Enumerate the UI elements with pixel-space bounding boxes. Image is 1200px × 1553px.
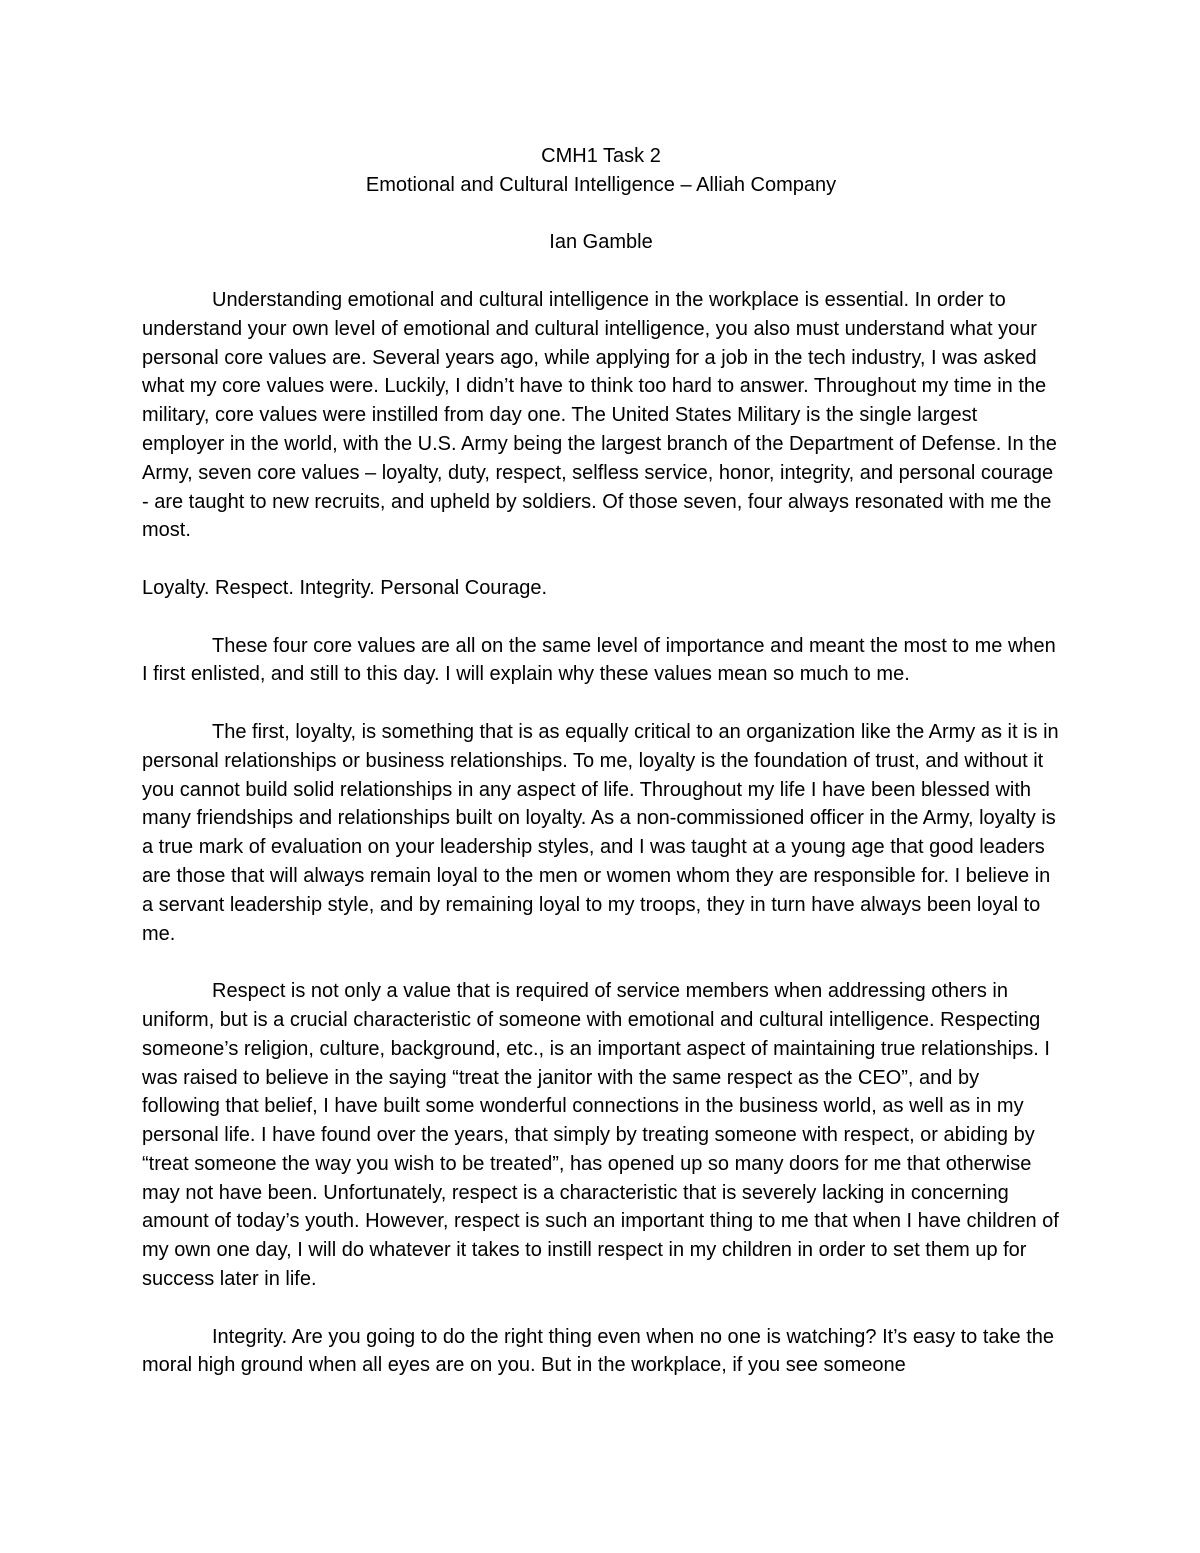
author-name: Ian Gamble [549, 231, 653, 254]
document-body [142, 142, 1060, 1380]
paragraph-respect: Respect is not only a value that is required of service members when addressing others in uniform, but is a crucial characteristic of someone with emotional and cultural intelligence. Respecting someone’s religion, culture, background, etc., is an important aspect of maintaining true relationships. I was raised to believe in the saying “treat the janitor with the same respect as the CEO”, and by following that belief, I have built some wonderful connections in the business world, as well as in my personal life. I have found over the years, that simply by treating someone with respect, or abiding by “treat someone the way you wish to be treated”, has opened up so many doors for me that otherwise may not have been. Unfortunately, respect is a characteristic that is severely lacking in concerning amount of today’s youth. However, respect is such an important thing to me that when I have children of my own one day, I will do whatever it takes to instill respect in my children in order to set them up for success later in life. [142, 980, 1059, 1291]
paragraph-importance: These four core values are all on the same level of importance and meant the most to me when I first enlisted, and still to this day. I will explain why these values mean so much to me. [142, 634, 1056, 686]
paragraph-intro: Understanding emotional and cultural intelligence in the workplace is essential. In order to understand your own level of emotional and cultural intelligence, you also must understand what your personal core values are. Several years ago, while applying for a job in the tech industry, I was asked what my core values were. Luckily, I didn’t have to think too hard to answer. Throughout my time in the military, core values were instilled from day one. The United States Military is the single largest employer in the world, with the U.S. Army being the largest branch of the Department of Defense. In the Army, seven core values – loyalty, duty, respect, selfless service, honor, integrity, and personal courage - are taught to new recruits, and upheld by soldiers. Of those seven, four always resonated with me the most. [142, 288, 1057, 542]
course-heading: CMH1 Task 2 [541, 145, 661, 167]
document-title: Emotional and Cultural Intelligence – Alliah Company [365, 173, 837, 196]
paragraph-loyalty: The first, loyalty, is something that is as equally critical to an organization like the Army as it is in personal relationships or business relationships. To me, loyalty is the foundation of trust, and without it you cannot build solid relationships in any aspect of life. Throughout my life I have been blessed with many friendships and relationships built on loyalty. As a non-commissioned officer in the Army, loyalty is a true mark of evaluation on your leadership styles, and I was taught at a young age that good leaders are those that will always remain loyal to the men or women whom they are responsible for. I believe in a servant leadership style, and by remaining loyal to my troops, they in turn have always been loyal to me. [142, 720, 1059, 945]
paragraph-integrity: Integrity. Are you going to do the right thing even when no one is watching? It’s easy to take the moral high ground when all eyes are on you. But in the workplace, if you see someone [142, 1325, 1055, 1377]
paragraph-values-list: Loyalty. Respect. Integrity. Personal Courage. [142, 576, 548, 599]
